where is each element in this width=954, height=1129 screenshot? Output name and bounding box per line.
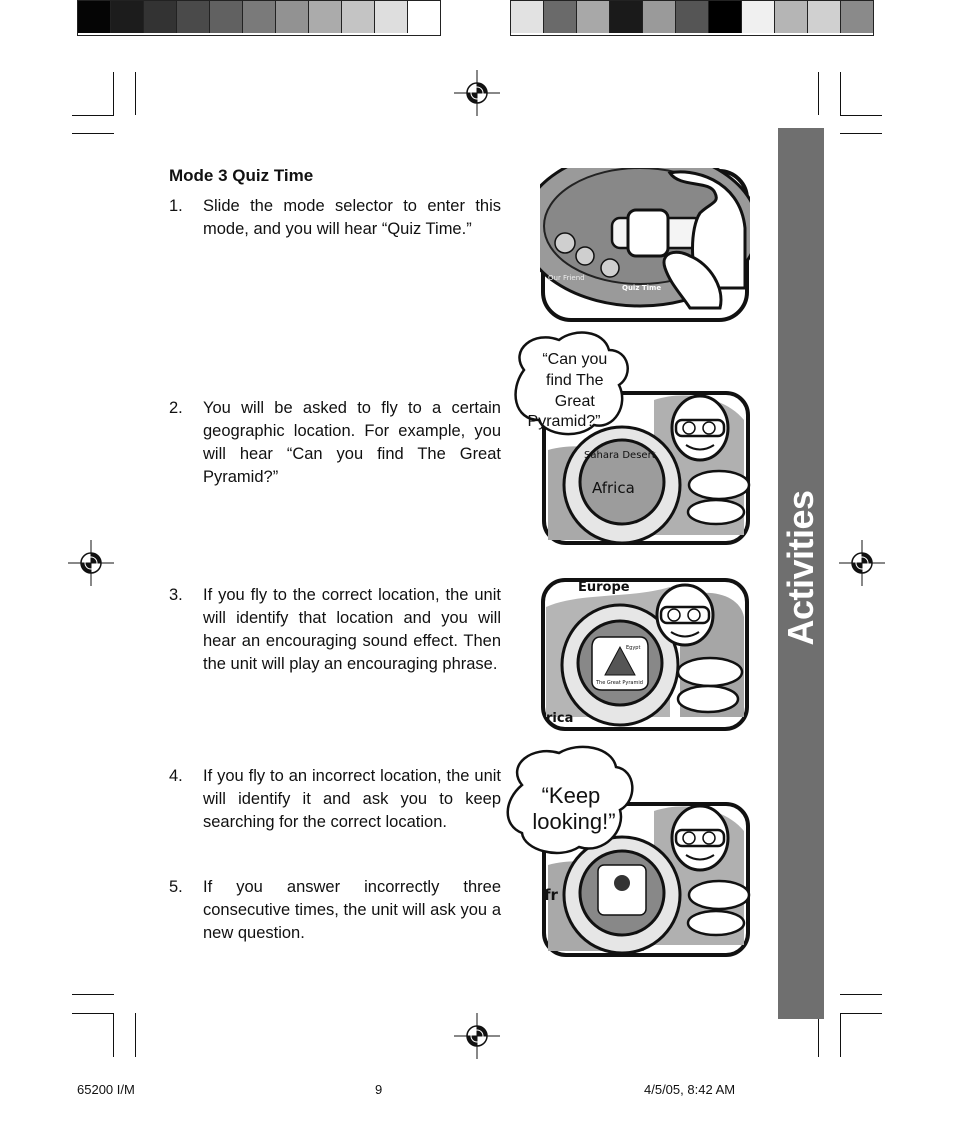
color-calibration-bar	[510, 0, 874, 36]
screen-label-pyramid: The Great Pyramid	[596, 680, 643, 686]
calibration-swatch	[243, 1, 276, 33]
map-label-europe: Europe	[578, 580, 630, 595]
mode-selector-illustration	[540, 168, 750, 323]
calibration-swatch	[577, 1, 610, 33]
bubble-line: find The	[546, 372, 604, 389]
step-number: 4.	[169, 767, 183, 785]
calibration-swatch	[276, 1, 309, 33]
calibration-swatch	[610, 1, 643, 33]
calibration-swatch	[375, 1, 408, 33]
calibration-swatch	[841, 1, 873, 33]
calibration-swatch	[808, 1, 841, 33]
step-number: 1.	[169, 197, 183, 215]
step-item	[169, 397, 501, 489]
footer-page-number: 9	[375, 1082, 383, 1097]
calibration-swatch	[643, 1, 676, 33]
calibration-swatch	[342, 1, 375, 33]
registration-mark-icon	[839, 540, 885, 586]
svg-text:“Keep looking!”	[532, 783, 615, 834]
calibration-swatch	[144, 1, 177, 33]
step-text: If you answer incorrectly three consecutive times, the unit will ask you a new question.	[203, 878, 501, 942]
registration-mark-icon	[454, 70, 500, 116]
step-number: 3.	[169, 586, 183, 604]
map-label-quiz-time: Quiz Time	[622, 284, 662, 292]
screen-label-egypt: Egypt	[626, 645, 641, 651]
keep-looking-illustration	[504, 745, 752, 960]
step-item	[169, 765, 501, 834]
step-number: 5.	[169, 878, 183, 896]
calibration-swatch	[111, 1, 144, 33]
step-item	[169, 876, 501, 945]
bubble-line: looking!”	[532, 809, 616, 834]
map-label-africa-partial: rica	[546, 711, 574, 726]
step-item	[169, 584, 501, 676]
calibration-swatch	[408, 1, 440, 33]
grayscale-calibration-bar	[77, 0, 441, 36]
bubble-line: “Can you	[542, 351, 608, 368]
pyramid-question-illustration	[504, 330, 752, 548]
calibration-swatch	[709, 1, 742, 33]
map-label-our-friend: Our Friend	[548, 274, 585, 282]
calibration-swatch	[676, 1, 709, 33]
footer-timestamp: 4/5/05, 8:42 AM	[644, 1082, 736, 1097]
sidebar-title: Activities	[780, 490, 821, 646]
calibration-swatch	[775, 1, 808, 33]
calibration-swatch	[177, 1, 210, 33]
step-text: If you fly to the correct location, the unit will identify that location and you will hear an encouraging sound effect. Then the unit will play an encouraging phrase.	[203, 586, 501, 673]
calibration-swatch	[742, 1, 775, 33]
calibration-swatch	[511, 1, 544, 33]
step-text: You will be asked to fly to a certain geographic location. For example, you will hear “Can you find The Great Pyramid?”	[203, 399, 501, 486]
calibration-swatch	[544, 1, 577, 33]
calibration-swatch	[309, 1, 342, 33]
bubble-line: “Keep	[541, 783, 601, 808]
registration-mark-icon	[68, 540, 114, 586]
bubble-line: Great	[554, 393, 595, 410]
correct-location-illustration	[540, 577, 750, 732]
step-text: Slide the mode selector to enter this mode, and you will hear “Quiz Time.”	[203, 197, 501, 238]
section-heading: Mode 3 Quiz Time	[169, 166, 314, 185]
sidebar-page-number: 9	[785, 1083, 799, 1108]
bubble-line: Pyramid?”	[527, 413, 601, 430]
step-number: 2.	[169, 399, 183, 417]
section-sidebar-tab	[778, 128, 824, 1108]
map-label-africa: Africa	[592, 479, 635, 497]
calibration-swatch	[78, 1, 111, 33]
step-text: If you fly to an incorrect location, the unit will identify it and ask you to keep searching for the correct location.	[203, 767, 501, 831]
map-label-sahara: Sahara Desert	[584, 450, 656, 461]
registration-mark-icon	[454, 1013, 500, 1059]
footer-doc-id: 65200 I/M	[77, 1082, 135, 1097]
step-item	[169, 195, 501, 241]
calibration-swatch	[210, 1, 243, 33]
map-label-africa-partial: fr	[544, 886, 558, 904]
